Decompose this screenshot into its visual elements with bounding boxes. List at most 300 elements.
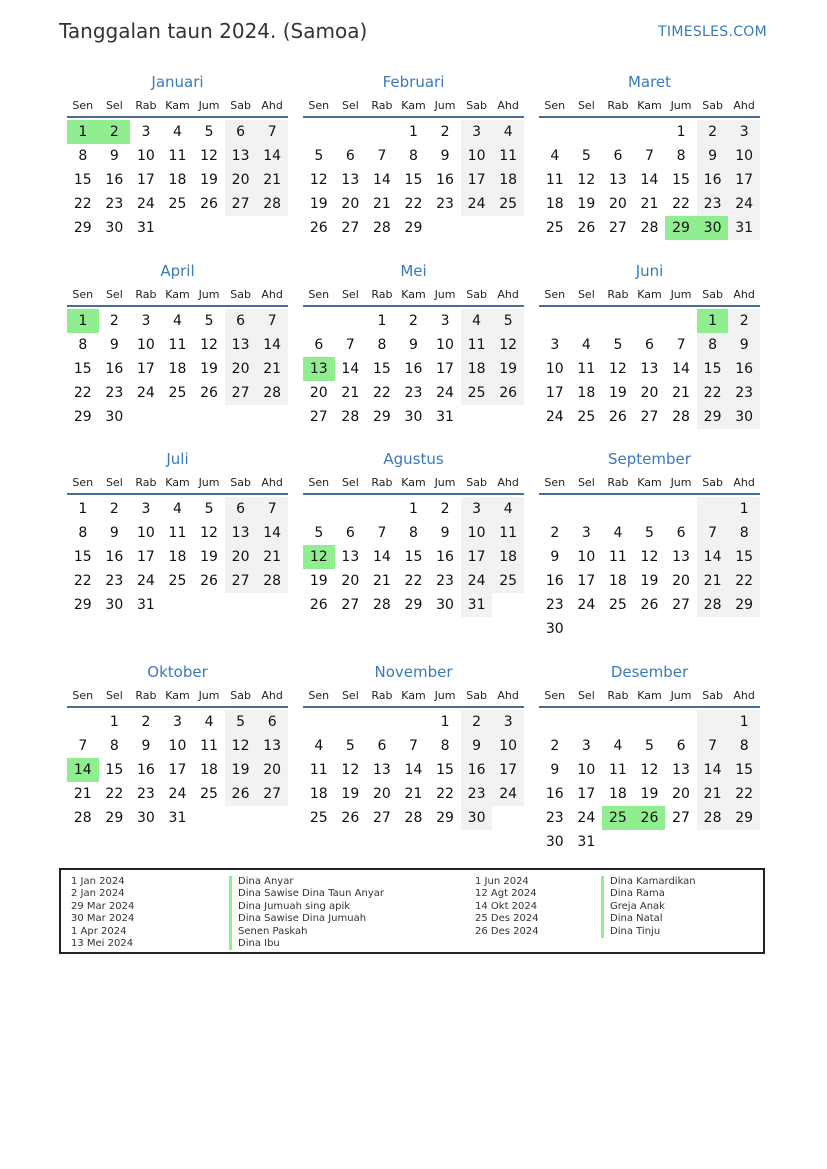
day-cell: 15 — [73, 361, 92, 377]
holiday-day-cell: 26 — [634, 806, 666, 830]
month-title: Juni — [635, 262, 664, 280]
empty-day-cell — [539, 710, 571, 734]
day-cell: 8 — [409, 148, 418, 164]
day-cell: 9 — [141, 738, 151, 754]
day-cell: 12 — [200, 525, 218, 541]
day-cell: 17 — [136, 549, 155, 565]
day-cell: 12 — [309, 172, 328, 188]
empty-day-cell — [303, 120, 335, 144]
day-cell: 3 — [581, 525, 591, 541]
day-cell: 19 — [225, 758, 257, 782]
weekday-label: Sel — [105, 689, 123, 702]
day-cell: 5 — [345, 738, 355, 754]
weekday-label: Sen — [308, 689, 330, 702]
day-cell: 28 — [372, 597, 391, 613]
day-cell: 24 — [577, 597, 596, 613]
empty-day-cell — [602, 309, 634, 333]
day-cell: 25 — [309, 810, 328, 826]
day-cell: 2 — [440, 501, 450, 517]
weekday-label: Kam — [165, 99, 190, 112]
day-cell: 8 — [440, 738, 450, 754]
legend-date: 25 Des 2024 — [475, 913, 539, 925]
day-cell: 11 — [608, 762, 627, 778]
day-cell: 23 — [436, 573, 454, 589]
day-cell: 15 — [404, 172, 423, 188]
day-cell: 31 — [577, 834, 596, 850]
month-september — [539, 449, 760, 641]
day-cell: 13 — [225, 333, 257, 357]
empty-day-cell — [335, 309, 367, 333]
day-cell: 23 — [697, 192, 729, 216]
day-cell: 31 — [728, 216, 760, 240]
day-cell: 1 — [676, 124, 686, 140]
day-cell: 17 — [461, 545, 493, 569]
day-cell: 24 — [136, 196, 155, 212]
weekday-label: Rab — [607, 689, 629, 702]
weekday-label: Ahd — [261, 689, 283, 702]
weekday-label: Sab — [466, 288, 487, 301]
day-cell: 18 — [545, 196, 564, 212]
day-cell: 6 — [377, 738, 387, 754]
day-cell: 1 — [409, 501, 418, 517]
legend-holiday-name: Dina Sawise Dina Jumuah — [229, 913, 384, 925]
day-cell: 3 — [581, 738, 591, 754]
day-cell: 27 — [640, 409, 659, 425]
month-maret — [539, 72, 760, 240]
day-grid — [303, 497, 524, 617]
legend-dates-right — [475, 876, 539, 938]
day-cell: 28 — [341, 409, 360, 425]
day-cell: 14 — [640, 172, 659, 188]
day-cell: 19 — [309, 573, 328, 589]
day-cell: 30 — [404, 409, 423, 425]
weekday-label: Kam — [401, 476, 426, 489]
day-grid — [67, 710, 288, 830]
day-cell: 18 — [168, 361, 187, 377]
weekday-label: Rab — [607, 476, 629, 489]
day-cell: 12 — [608, 361, 627, 377]
day-cell: 27 — [608, 220, 627, 236]
legend-date: 1 Apr 2024 — [71, 925, 127, 937]
day-cell: 7 — [256, 120, 288, 144]
legend-holiday-name: Greja Anak — [601, 901, 696, 913]
weekday-label: Jum — [434, 476, 456, 489]
day-cell: 16 — [545, 786, 564, 802]
day-grid — [67, 120, 288, 240]
day-grid — [539, 710, 760, 854]
weekday-header — [539, 94, 760, 118]
day-cell: 11 — [608, 549, 627, 565]
legend-holiday-name: Dina Anyar — [229, 876, 384, 888]
weekday-label: Jum — [670, 288, 692, 301]
day-cell: 9 — [440, 525, 450, 541]
day-cell: 16 — [404, 361, 423, 377]
month-februari — [303, 72, 524, 240]
weekday-label: Kam — [401, 99, 426, 112]
day-cell: 30 — [436, 597, 454, 613]
day-cell: 30 — [105, 409, 124, 425]
day-cell: 7 — [676, 337, 686, 353]
weekday-label: Jum — [198, 99, 220, 112]
day-cell: 3 — [173, 714, 182, 730]
day-cell: 12 — [341, 762, 360, 778]
holiday-day-cell: 14 — [67, 758, 99, 782]
day-cell: 26 — [309, 597, 328, 613]
day-grid — [67, 309, 288, 429]
day-cell: 5 — [204, 313, 214, 329]
day-cell: 26 — [200, 573, 218, 589]
weekday-label: Jum — [670, 476, 692, 489]
month-november — [303, 662, 524, 830]
day-cell: 13 — [341, 172, 360, 188]
day-cell: 14 — [697, 545, 729, 569]
day-cell: 10 — [136, 525, 155, 541]
day-cell: 21 — [697, 782, 729, 806]
day-cell: 16 — [436, 549, 454, 565]
day-cell: 15 — [672, 172, 690, 188]
empty-day-cell — [67, 710, 99, 734]
day-cell: 2 — [697, 120, 729, 144]
day-cell: 14 — [372, 549, 391, 565]
legend-date: 1 Jan 2024 — [71, 876, 125, 887]
empty-day-cell — [634, 710, 666, 734]
month-title: Desember — [610, 663, 689, 681]
day-cell: 7 — [377, 525, 387, 541]
day-cell: 20 — [372, 786, 391, 802]
weekday-label: Rab — [607, 99, 629, 112]
day-cell: 8 — [728, 521, 760, 545]
legend-date: 12 Agt 2024 — [475, 888, 537, 900]
day-cell: 21 — [256, 168, 288, 192]
day-cell: 20 — [341, 196, 360, 212]
day-cell: 15 — [372, 361, 391, 377]
day-cell: 21 — [697, 569, 729, 593]
day-cell: 4 — [314, 738, 324, 754]
empty-day-cell — [602, 120, 634, 144]
day-cell: 5 — [645, 738, 654, 754]
weekday-label: Rab — [607, 288, 629, 301]
day-cell: 17 — [545, 385, 564, 401]
weekday-label: Sen — [308, 99, 330, 112]
day-cell: 10 — [136, 148, 155, 164]
day-cell: 7 — [697, 734, 729, 758]
day-cell: 8 — [697, 333, 729, 357]
empty-day-cell — [602, 710, 634, 734]
month-title: November — [374, 663, 453, 681]
day-cell: 14 — [672, 361, 690, 377]
weekday-label: Sab — [702, 476, 723, 489]
day-cell: 15 — [728, 545, 760, 569]
weekday-label: Ahd — [733, 99, 755, 112]
day-cell: 6 — [225, 120, 257, 144]
day-cell: 21 — [372, 573, 391, 589]
day-cell: 9 — [728, 333, 760, 357]
day-cell: 21 — [256, 357, 288, 381]
day-cell: 1 — [78, 501, 88, 517]
day-cell: 15 — [105, 762, 124, 778]
day-grid — [303, 120, 524, 240]
weekday-header — [67, 283, 288, 307]
day-cell: 30 — [136, 810, 155, 826]
weekday-header — [67, 94, 288, 118]
day-cell: 20 — [225, 357, 257, 381]
day-cell: 12 — [200, 337, 218, 353]
day-cell: 22 — [728, 569, 760, 593]
weekday-label: Sab — [702, 689, 723, 702]
day-cell: 30 — [105, 597, 124, 613]
day-cell: 16 — [461, 758, 493, 782]
weekday-label: Kam — [401, 288, 426, 301]
day-cell: 29 — [73, 597, 92, 613]
day-cell: 10 — [461, 144, 493, 168]
day-cell: 24 — [461, 569, 493, 593]
day-cell: 26 — [309, 220, 328, 236]
day-cell: 22 — [73, 385, 92, 401]
day-cell: 9 — [109, 337, 119, 353]
day-cell: 28 — [672, 409, 690, 425]
day-cell: 14 — [256, 333, 288, 357]
day-cell: 8 — [728, 734, 760, 758]
legend-date: 1 Jun 2024 — [475, 876, 529, 887]
weekday-label: Jum — [198, 288, 220, 301]
day-cell: 3 — [440, 313, 450, 329]
legend-holiday-name: Dina Kamardikan — [601, 876, 696, 888]
day-cell: 23 — [105, 573, 124, 589]
weekday-label: Sel — [577, 689, 595, 702]
weekday-label: Sel — [577, 99, 595, 112]
day-cell: 20 — [341, 573, 360, 589]
day-cell: 14 — [256, 521, 288, 545]
day-cell: 3 — [492, 710, 524, 734]
day-cell: 7 — [377, 148, 387, 164]
day-cell: 31 — [136, 220, 155, 236]
day-cell: 20 — [672, 573, 690, 589]
day-cell: 23 — [136, 786, 155, 802]
day-cell: 10 — [728, 144, 760, 168]
day-grid — [539, 120, 760, 240]
empty-day-cell — [571, 497, 603, 521]
weekday-label: Kam — [637, 476, 662, 489]
empty-day-cell — [634, 120, 666, 144]
day-cell: 25 — [168, 385, 187, 401]
weekday-label: Sel — [105, 99, 123, 112]
day-cell: 23 — [105, 196, 124, 212]
empty-day-cell — [665, 497, 697, 521]
day-cell: 17 — [492, 758, 524, 782]
day-cell: 5 — [204, 501, 214, 517]
empty-day-cell — [571, 309, 603, 333]
day-cell: 28 — [697, 593, 729, 617]
day-cell: 28 — [256, 192, 288, 216]
day-cell: 16 — [105, 549, 124, 565]
day-cell: 24 — [461, 192, 493, 216]
day-cell: 7 — [78, 738, 88, 754]
day-grid — [67, 497, 288, 617]
empty-day-cell — [335, 120, 367, 144]
day-cell: 16 — [436, 172, 454, 188]
weekday-label: Rab — [135, 99, 157, 112]
month-oktober — [67, 662, 288, 830]
day-cell: 24 — [168, 786, 187, 802]
day-cell: 8 — [676, 148, 686, 164]
day-cell: 22 — [436, 786, 454, 802]
legend-holiday-name: Dina Tinju — [601, 926, 696, 938]
day-cell: 19 — [577, 196, 596, 212]
weekday-header — [539, 283, 760, 307]
day-cell: 7 — [409, 738, 418, 754]
day-cell: 13 — [341, 549, 360, 565]
day-cell: 3 — [550, 337, 560, 353]
weekday-label: Sel — [341, 99, 359, 112]
day-cell: 9 — [109, 148, 119, 164]
day-cell: 23 — [545, 597, 564, 613]
day-cell: 29 — [73, 409, 92, 425]
day-cell: 25 — [545, 220, 564, 236]
day-cell: 17 — [461, 168, 493, 192]
day-cell: 27 — [225, 381, 257, 405]
day-cell: 6 — [314, 337, 324, 353]
day-cell: 23 — [404, 385, 423, 401]
weekday-label: Rab — [135, 288, 157, 301]
weekday-label: Sab — [230, 288, 251, 301]
day-cell: 30 — [545, 621, 564, 637]
day-cell: 7 — [256, 497, 288, 521]
weekday-label: Ahd — [261, 288, 283, 301]
day-cell: 12 — [640, 549, 659, 565]
day-cell: 16 — [136, 762, 155, 778]
day-cell: 8 — [78, 525, 88, 541]
weekday-label: Jum — [198, 689, 220, 702]
day-cell: 26 — [200, 385, 218, 401]
day-cell: 15 — [73, 549, 92, 565]
day-cell: 2 — [440, 124, 450, 140]
day-cell: 24 — [136, 385, 155, 401]
day-cell: 2 — [461, 710, 493, 734]
weekday-label: Ahd — [733, 288, 755, 301]
day-grid — [539, 497, 760, 641]
day-cell: 9 — [409, 337, 418, 353]
day-cell: 18 — [168, 172, 187, 188]
day-cell: 11 — [545, 172, 564, 188]
legend-holiday-name: Senen Paskah — [229, 926, 384, 938]
day-cell: 19 — [200, 549, 218, 565]
day-cell: 26 — [577, 220, 596, 236]
day-cell: 19 — [200, 172, 218, 188]
day-cell: 4 — [461, 309, 493, 333]
day-cell: 26 — [492, 381, 524, 405]
day-cell: 11 — [492, 144, 524, 168]
legend-holiday-name: Dina Rama — [601, 888, 696, 900]
day-cell: 26 — [200, 196, 218, 212]
day-cell: 15 — [728, 758, 760, 782]
day-cell: 10 — [492, 734, 524, 758]
day-cell: 29 — [728, 593, 760, 617]
day-cell: 13 — [256, 734, 288, 758]
weekday-label: Sab — [230, 99, 251, 112]
empty-day-cell — [366, 710, 398, 734]
day-cell: 19 — [309, 196, 328, 212]
weekday-label: Sab — [466, 476, 487, 489]
holiday-day-cell: 1 — [67, 309, 99, 333]
day-cell: 15 — [404, 549, 423, 565]
weekday-label: Rab — [371, 288, 393, 301]
day-cell: 18 — [577, 385, 596, 401]
day-cell: 6 — [676, 525, 686, 541]
day-cell: 29 — [436, 810, 454, 826]
day-cell: 4 — [173, 313, 182, 329]
month-januari — [67, 72, 288, 240]
day-cell: 6 — [645, 337, 654, 353]
weekday-label: Sel — [577, 476, 595, 489]
weekday-label: Sab — [230, 476, 251, 489]
day-cell: 13 — [372, 762, 391, 778]
weekday-label: Jum — [434, 689, 456, 702]
day-cell: 14 — [256, 144, 288, 168]
day-cell: 22 — [73, 196, 92, 212]
day-cell: 20 — [672, 786, 690, 802]
legend-date: 14 Okt 2024 — [475, 900, 538, 912]
day-cell: 8 — [377, 337, 387, 353]
legend-date: 2 Jan 2024 — [71, 888, 125, 900]
day-cell: 20 — [608, 196, 627, 212]
day-grid — [303, 710, 524, 830]
day-cell: 27 — [256, 782, 288, 806]
day-cell: 28 — [256, 381, 288, 405]
weekday-header — [303, 684, 524, 708]
weekday-header — [303, 283, 524, 307]
day-cell: 30 — [461, 806, 493, 830]
weekday-label: Kam — [165, 689, 190, 702]
day-cell: 9 — [550, 549, 560, 565]
month-title: September — [608, 450, 691, 468]
weekday-header — [539, 684, 760, 708]
legend-date: 30 Mar 2024 — [71, 913, 135, 925]
day-cell: 27 — [225, 569, 257, 593]
day-cell: 21 — [341, 385, 360, 401]
day-cell: 17 — [136, 361, 155, 377]
empty-day-cell — [634, 309, 666, 333]
day-cell: 7 — [645, 148, 654, 164]
day-cell: 5 — [581, 148, 591, 164]
weekday-label: Sen — [72, 689, 94, 702]
site-logo-link[interactable]: TIMESLES.COM — [658, 24, 767, 40]
weekday-label: Rab — [371, 476, 393, 489]
day-cell: 24 — [492, 782, 524, 806]
day-cell: 22 — [404, 573, 423, 589]
day-cell: 26 — [640, 597, 659, 613]
day-cell: 7 — [345, 337, 355, 353]
empty-day-cell — [539, 497, 571, 521]
weekday-label: Jum — [670, 689, 692, 702]
weekday-label: Sel — [341, 288, 359, 301]
day-cell: 28 — [256, 569, 288, 593]
day-cell: 4 — [613, 738, 623, 754]
day-cell: 22 — [404, 196, 423, 212]
day-cell: 19 — [640, 573, 659, 589]
day-cell: 4 — [204, 714, 214, 730]
day-cell: 6 — [676, 738, 686, 754]
month-april — [67, 261, 288, 429]
weekday-label: Sen — [308, 288, 330, 301]
day-cell: 27 — [341, 597, 360, 613]
holiday-day-cell: 30 — [697, 216, 729, 240]
weekday-label: Sab — [230, 689, 251, 702]
day-cell: 22 — [697, 381, 729, 405]
weekday-header — [67, 684, 288, 708]
legend-holiday-name: Dina Jumuah sing apik — [229, 901, 384, 913]
day-cell: 21 — [672, 385, 690, 401]
day-cell: 6 — [225, 309, 257, 333]
